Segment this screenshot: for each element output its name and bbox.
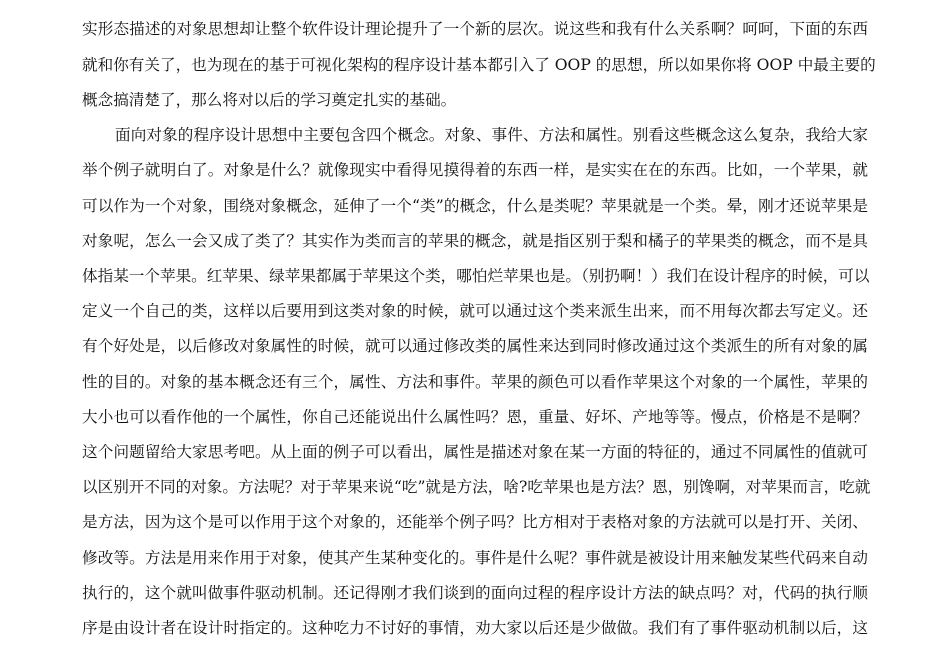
paragraph-line: 体指某一个苹果。红苹果、绿苹果都属于苹果这个类，哪怕烂苹果也是。（别扔啊！）我们在设计程序的时候，可以: [82, 267, 870, 285]
paragraph-line: 执行的，这个就叫做事件驱动机制。还记得刚才我们谈到的面向过程的程序设计方法的缺点吗？对，代码的执行顺: [82, 584, 868, 602]
paragraph-line: 概念搞清楚了，那么将对以后的学习奠定扎实的基础。: [82, 91, 457, 109]
paragraph-line: 可以作为一个对象，围绕对象概念，延伸了一个“类”的概念，什么是类呢？苹果就是一个类。晕，刚才还说苹果是: [82, 197, 868, 215]
paragraph-line: 修改等。方法是用来作用于对象，使其产生某种变化的。事件是什么呢？事件就是被设计用来触发某些代码来自动: [82, 549, 868, 567]
paragraph-line: 就和你有关了，也为现在的基于可视化架构的程序设计基本都引入了 OOP 的思想，所以如果你将 OOP 中最主要的: [82, 56, 876, 74]
paragraph-line: 面向对象的程序设计思想中主要包含四个概念。对象、事件、方法和属性。别看这些概念这么复杂，我给大家: [115, 126, 868, 144]
paragraph-line: 这个问题留给大家思考吧。从上面的例子可以看出，属性是描述对象在某一方面的特征的，通过不同属性的值就可: [82, 443, 868, 461]
paragraph-line: 以区别开不同的对象。方法呢？对于苹果来说“吃”就是方法，啥?吃苹果也是方法？恩，别馋啊，对苹果而言，吃就: [82, 478, 871, 496]
paragraph-line: 定义一个自己的类，这样以后要用到这类对象的时候，就可以通过这个类来派生出来，而不用每次都去写定义。还: [82, 302, 868, 320]
paragraph-line: 有个好处是，以后修改对象属性的时候，就可以通过修改类的属性来达到同时修改通过这个类派生的所有对象的属: [82, 337, 868, 355]
paragraph-line: 举个例子就明白了。对象是什么？就像现实中看得见摸得着的东西一样，是实实在在的东西。比如，一个苹果，就: [82, 161, 868, 179]
paragraph-line: 大小也可以看作他的一个属性，你自己还能说出什么属性吗？恩，重量、好坏、产地等等。慢点，价格是不是啊？: [82, 408, 868, 426]
paragraph-line: 是方法，因为这个是可以作用于这个对象的，还能举个例子吗？比方相对于表格对象的方法就可以是打开、关闭、: [82, 513, 868, 531]
paragraph-line: 性的目的。对象的基本概念还有三个，属性、方法和事件。苹果的颜色可以看作苹果这个对象的一个属性，苹果的: [82, 373, 868, 391]
paragraph-line: 对象呢，怎么一会又成了类了？其实作为类而言的苹果的概念，就是指区别于梨和橘子的苹果类的概念，而不是具: [82, 232, 868, 250]
paragraph-line: 实形态描述的对象思想却让整个软件设计理论提升了一个新的层次。说这些和我有什么关系啊？呵呵，下面的东西: [82, 20, 868, 38]
paragraph-line: 序是由设计者在设计时指定的。这种吃力不讨好的事情，劝大家以后还是少做做。我们有了事件驱动机制以后，这: [82, 619, 868, 637]
